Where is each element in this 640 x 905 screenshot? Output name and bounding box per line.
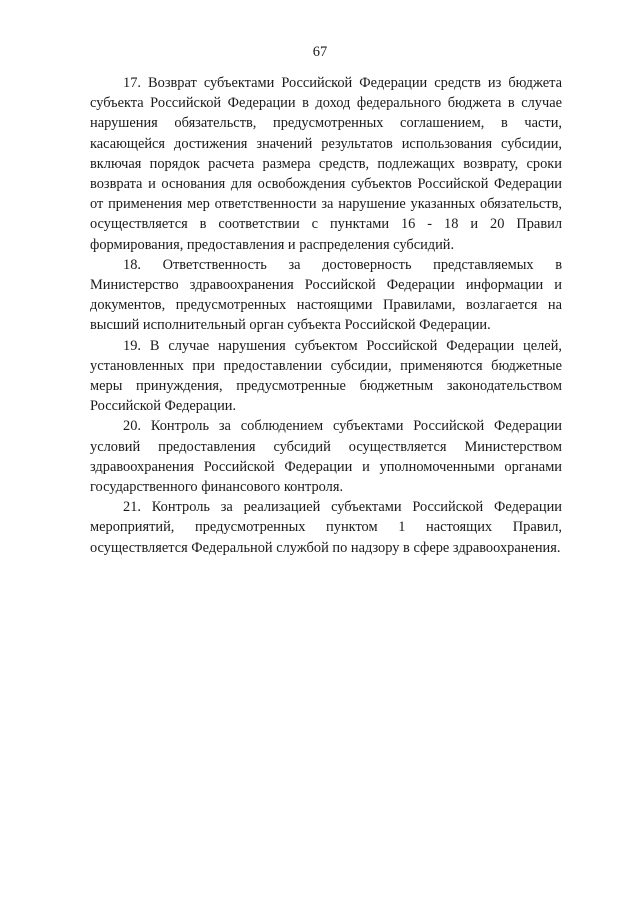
document-body [90,73,562,558]
paragraph-20: 20. Контроль за соблюдением субъектами Российской Федерации условий предоставления субсидий осуществляется Министерством здравоохранения Российской Федерации и уполномоченными органами государственного финансового контроля. [90,418,562,496]
paragraph-19: 19. В случае нарушения субъектом Российской Федерации целей, установленных при предоставлении субсидии, применяются бюджетные меры принуждения, предусмотренные бюджетным законодательством Российской Федерации. [90,337,562,415]
page-number: 67 [312,44,328,60]
paragraph-21: 21. Контроль за реализацией субъектами Российской Федерации мероприятий, предусмотренных пунктом 1 настоящих Правил, осуществляется Федеральной службой по надзору в сфере здравоохранения. [90,499,562,556]
paragraph-18: 18. Ответственность за достоверность представляемых в Министерство здравоохранения Российской Федерации информации и документов, предусмотренных настоящими Правилами, возлагается на высший исполнительный орган субъекта Российской Федерации. [90,256,562,334]
paragraph-17: 17. Возврат субъектами Российской Федерации средств из бюджета субъекта Российской Федерации в доход федерального бюджета в случае нарушения обязательств, предусмотренных соглашением, в части, касающейся достижения значений результатов использования субсидии, включая порядок расчета размера средств, подлежащих возврату, сроки возврата и основания для освобождения субъектов Российской Федерации от применения мер ответственности за нарушение указанных обязательств, осуществляется в соответствии с пунктами 16 - 18 и 20 Правил формирования, предоставления и распределения субсидий. [90,75,562,253]
